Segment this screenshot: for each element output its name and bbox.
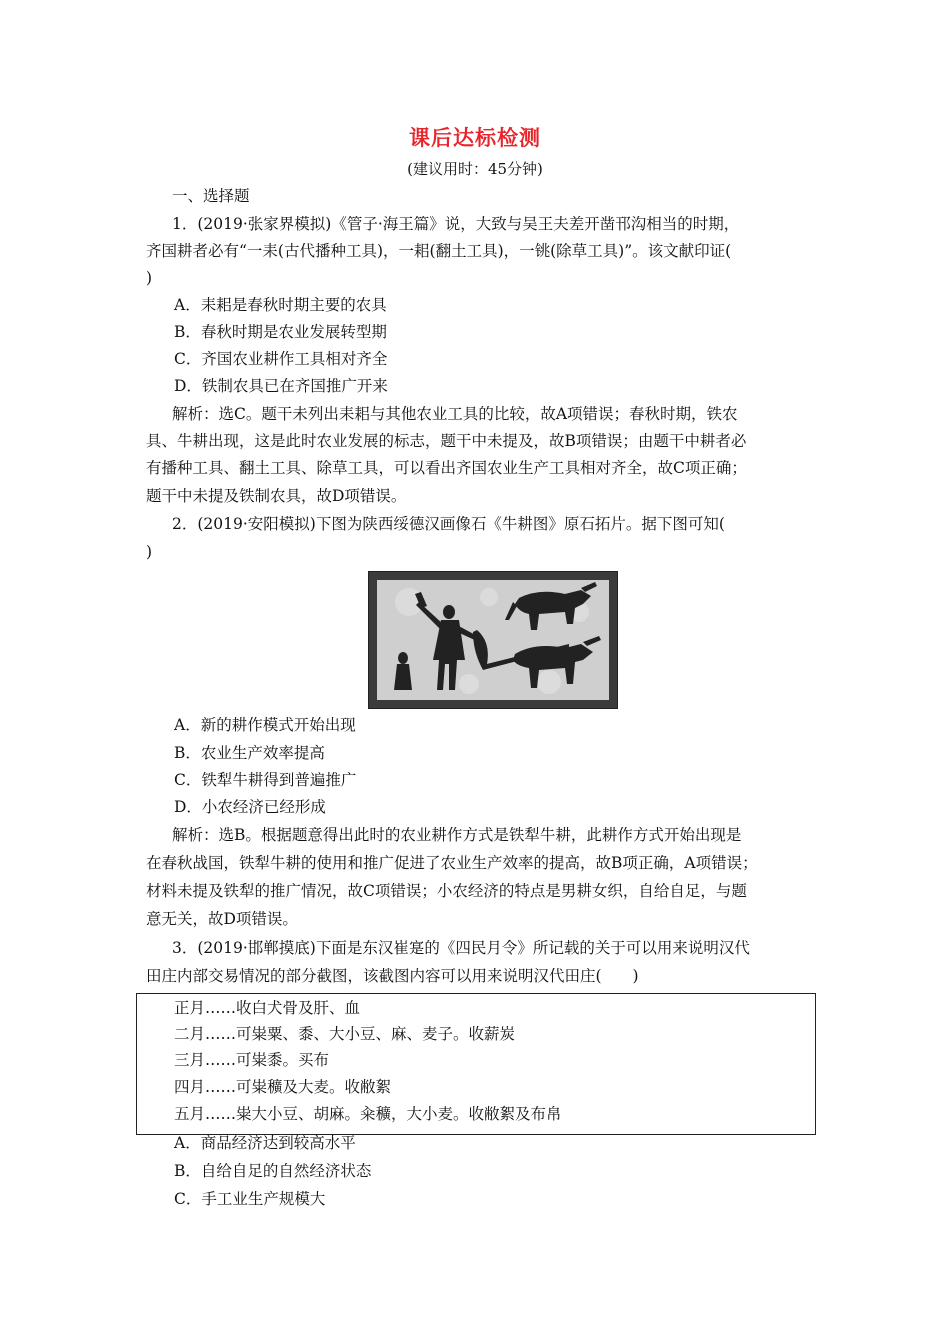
- option-b: B．自给自足的自然经济状态: [174, 1162, 372, 1180]
- excerpt-line: 五月……粜大小豆、胡麻。籴穬，大小麦。收敝絮及布帛: [174, 1105, 562, 1123]
- option-a: A．商品经济达到较高水平: [174, 1134, 356, 1152]
- ox-plowing-rubbing-image: [368, 571, 618, 709]
- option-c: C．铁犁牛耕得到普遍推广: [174, 771, 357, 789]
- option-d: D．小农经济已经形成: [174, 798, 326, 816]
- option-b: B．春秋时期是农业发展转型期: [174, 323, 387, 341]
- section-heading: 一、选择题: [172, 187, 250, 205]
- option-d: D．铁制农具已在齐国推广开来: [174, 377, 388, 395]
- option-c: C．手工业生产规模大: [174, 1190, 326, 1208]
- question-1-line: 齐国耕者必有“一耒(古代播种工具)，一耜(翻土工具)，一铫(除草工具)”。该文献印证(: [146, 242, 732, 260]
- excerpt-line: 二月……可粜粟、黍、大小豆、麻、麦子。收薪炭: [174, 1025, 516, 1043]
- question-2-line: ): [146, 543, 153, 561]
- analysis-line: 题干中未提及铁制农具，故D项错误。: [146, 487, 407, 505]
- question-3-line: 田庄内部交易情况的部分截图，该截图内容可以用来说明汉代田庄( ): [146, 967, 639, 985]
- question-2-line: 2．(2019·安阳模拟)下图为陕西绥德汉画像石《牛耕图》原石拓片。据下图可知(: [172, 515, 725, 533]
- page-title: 课后达标检测: [409, 126, 541, 150]
- question-1-line: 1．(2019·张家界模拟)《管子·海王篇》说，大致与吴王夫差开凿邗沟相当的时期，: [172, 215, 740, 233]
- analysis-line: 意无关，故D项错误。: [146, 910, 298, 928]
- option-a: A．新的耕作模式开始出现: [174, 716, 356, 734]
- analysis-line: 解析：选B。根据题意得出此时的农业耕作方式是铁犁牛耕，此耕作方式开始出现是: [172, 826, 742, 844]
- option-b: B．农业生产效率提高: [174, 744, 325, 762]
- option-c: C．齐国农业耕作工具相对齐全: [174, 350, 388, 368]
- analysis-line: 解析：选C。题干未列出耒耜与其他农业工具的比较，故A项错误；春秋时期，铁农: [172, 405, 738, 423]
- ox-plowing-illustration: [369, 572, 617, 708]
- excerpt-line: 三月……可粜黍。买布: [174, 1051, 330, 1069]
- excerpt-line: 正月……收白犬骨及肝、血: [174, 999, 361, 1017]
- analysis-line: 具、牛耕出现，这是此时农业发展的标志，题干中未提及，故B项错误；由题干中耕者必: [146, 432, 747, 450]
- excerpt-line: 四月……可粜穬及大麦。收敝絮: [174, 1078, 392, 1096]
- question-1-line: ): [146, 269, 153, 287]
- option-a: A．耒耜是春秋时期主要的农具: [174, 296, 387, 314]
- analysis-line: 有播种工具、翻土工具、除草工具，可以看出齐国农业生产工具相对齐全，故C项正确；: [146, 459, 747, 477]
- analysis-line: 材料未提及铁犁的推广情况，故C项错误；小农经济的特点是男耕女织，自给自足，与题: [146, 882, 747, 900]
- analysis-line: 在春秋战国，铁犁牛耕的使用和推广促进了农业生产效率的提高，故B项正确，A项错误；: [146, 854, 758, 872]
- question-3-line: 3．(2019·邯郸摸底)下面是东汉崔寔的《四民月令》所记载的关于可以用来说明汉代: [172, 939, 750, 957]
- time-suggestion: (建议用时：45分钟): [407, 160, 543, 178]
